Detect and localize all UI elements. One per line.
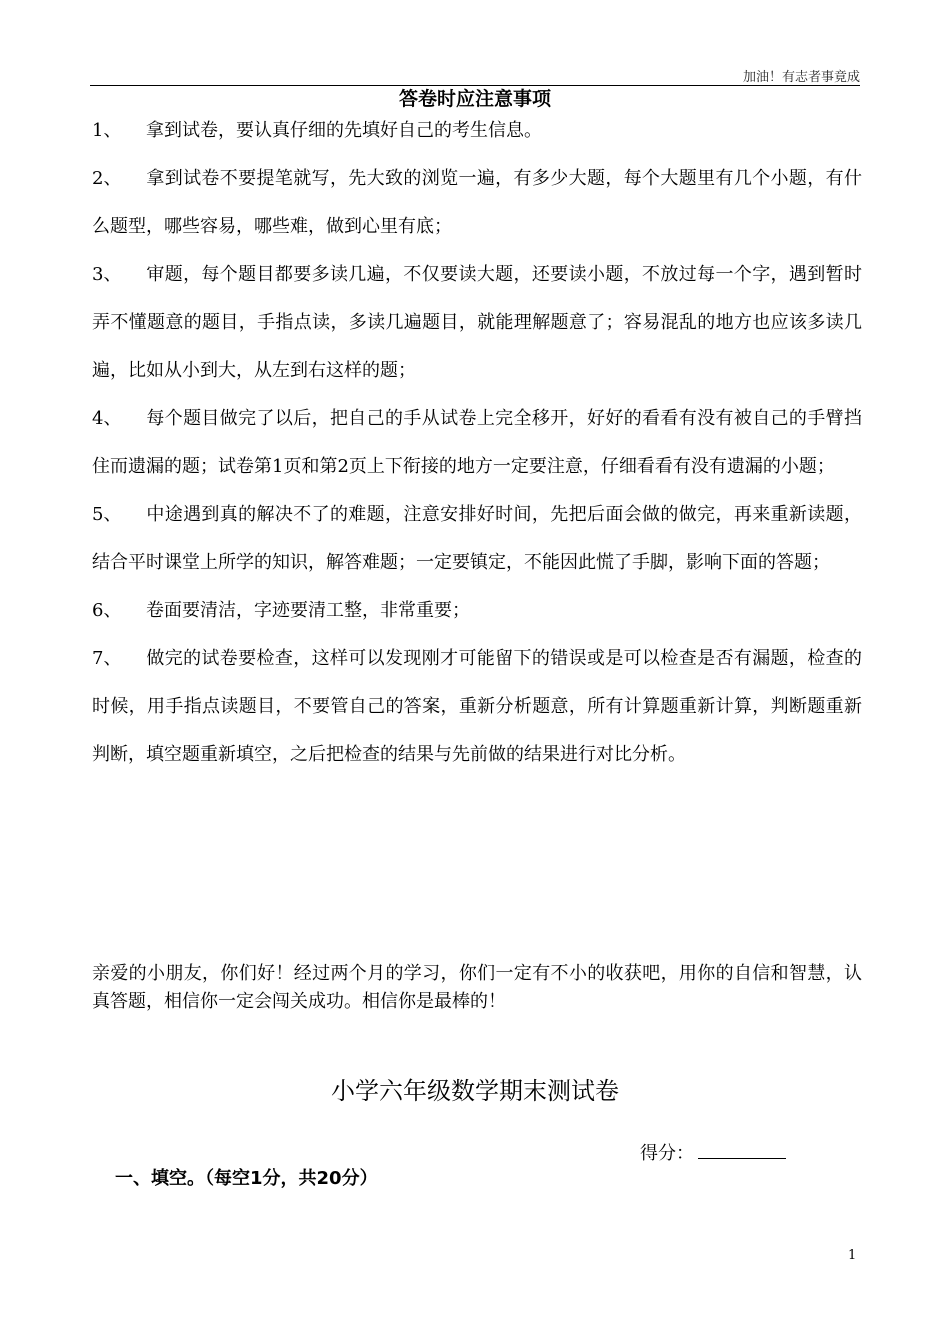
notice-text: 卷面要清洁，字迹要清工整，非常重要； [146, 600, 470, 621]
notice-item [92, 107, 862, 155]
notice-number: 3、 [92, 264, 122, 285]
notice-number: 6、 [92, 600, 122, 621]
notice-text: 拿到试卷不要提笔就写，先大致的浏览一遍，有多少大题，每个大题里有几个小题，有什么题型，哪些容易，哪些难，做到心里有底； [92, 168, 862, 237]
exam-title: 小学六年级数学期末测试卷 [331, 1077, 619, 1105]
notice-item [92, 155, 862, 251]
section-title: 一、填空。（每空1分，共20分） [115, 1168, 378, 1189]
notice-text: 中途遇到真的解决不了的难题，注意安排好时间，先把后面会做的做完，再来重新读题，结合平时课堂上所学的知识，解答难题；一定要镇定，不能因此慌了手脚，影响下面的答题； [92, 504, 862, 573]
notice-text: 拿到试卷，要认真仔细的先填好自己的考生信息。 [146, 120, 542, 141]
notice-title: 答卷时应注意事项 [398, 88, 551, 110]
notice-item [92, 251, 862, 395]
notice-list [92, 107, 862, 779]
score-line [640, 1140, 786, 1167]
header-motto: 加油！有志者事竟成 [742, 70, 860, 85]
notice-number: 5、 [92, 504, 122, 525]
notice-item [92, 635, 862, 779]
notice-text: 做完的试卷要检查，这样可以发现刚才可能留下的错误或是可以检查是否有漏题，检查的时候，用手指点读题目，不要管自己的答案，重新分析题意，所有计算题重新计算，判断题重新判断，填空题重新填空，之后把检查的结果与先前做的结果进行对比分析。 [92, 648, 862, 765]
notice-text: 每个题目做完了以后，把自己的手从试卷上完全移开，好好的看看有没有被自己的手臂挡住而遗漏的题；试卷第1页和第2页上下衔接的地方一定要注意，仔细看看有没有遗漏的小题； [92, 408, 862, 477]
page-number: 1 [848, 1248, 857, 1263]
score-blank[interactable] [698, 1140, 786, 1159]
score-label: 得分： [640, 1143, 694, 1164]
notice-item [92, 587, 862, 635]
intro-paragraph: 亲爱的小朋友，你们好！经过两个月的学习，你们一定有不小的收获吧，用你的自信和智慧，认真答题，相信你一定会闯关成功。相信你是最棒的！ [92, 963, 862, 1012]
notice-item [92, 491, 862, 587]
notice-number: 7、 [92, 648, 122, 669]
notice-item [92, 395, 862, 491]
notice-number: 1、 [92, 120, 122, 141]
notice-number: 2、 [92, 168, 122, 189]
notice-number: 4、 [92, 408, 122, 429]
notice-text: 审题，每个题目都要多读几遍，不仅要读大题，还要读小题，不放过每一个字，遇到暂时弄不懂题意的题目，手指点读，多读几遍题目，就能理解题意了；容易混乱的地方也应该多读几遍，比如从小到大，从左到右这样的题； [92, 264, 862, 381]
